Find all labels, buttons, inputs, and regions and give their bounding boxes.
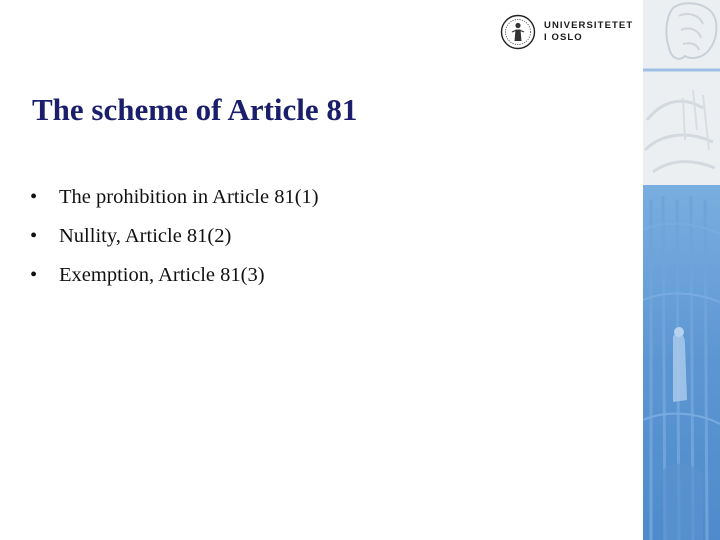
bullet-item (30, 217, 319, 256)
decorative-pattern-icon (643, 0, 720, 540)
decorative-side-strip (643, 0, 720, 540)
bullet-list (30, 178, 319, 295)
university-seal-icon (500, 14, 536, 50)
bullet-text: The prohibition in Article 81(1) (59, 186, 319, 208)
university-logo (500, 14, 635, 50)
slide-title: The scheme of Article 81 (32, 92, 358, 127)
bullet-dot-icon: • (30, 264, 38, 286)
bullet-text: Exemption, Article 81(3) (59, 264, 265, 286)
university-name-line2: I OSLO (544, 32, 583, 43)
bullet-dot-icon: • (30, 186, 38, 208)
university-name (544, 20, 633, 44)
bullet-text: Nullity, Article 81(2) (59, 225, 232, 247)
bullet-dot-icon: • (30, 225, 38, 247)
bullet-item (30, 256, 319, 295)
bullet-item (30, 178, 319, 217)
university-name-line1: UNIVERSITETET (544, 20, 634, 31)
